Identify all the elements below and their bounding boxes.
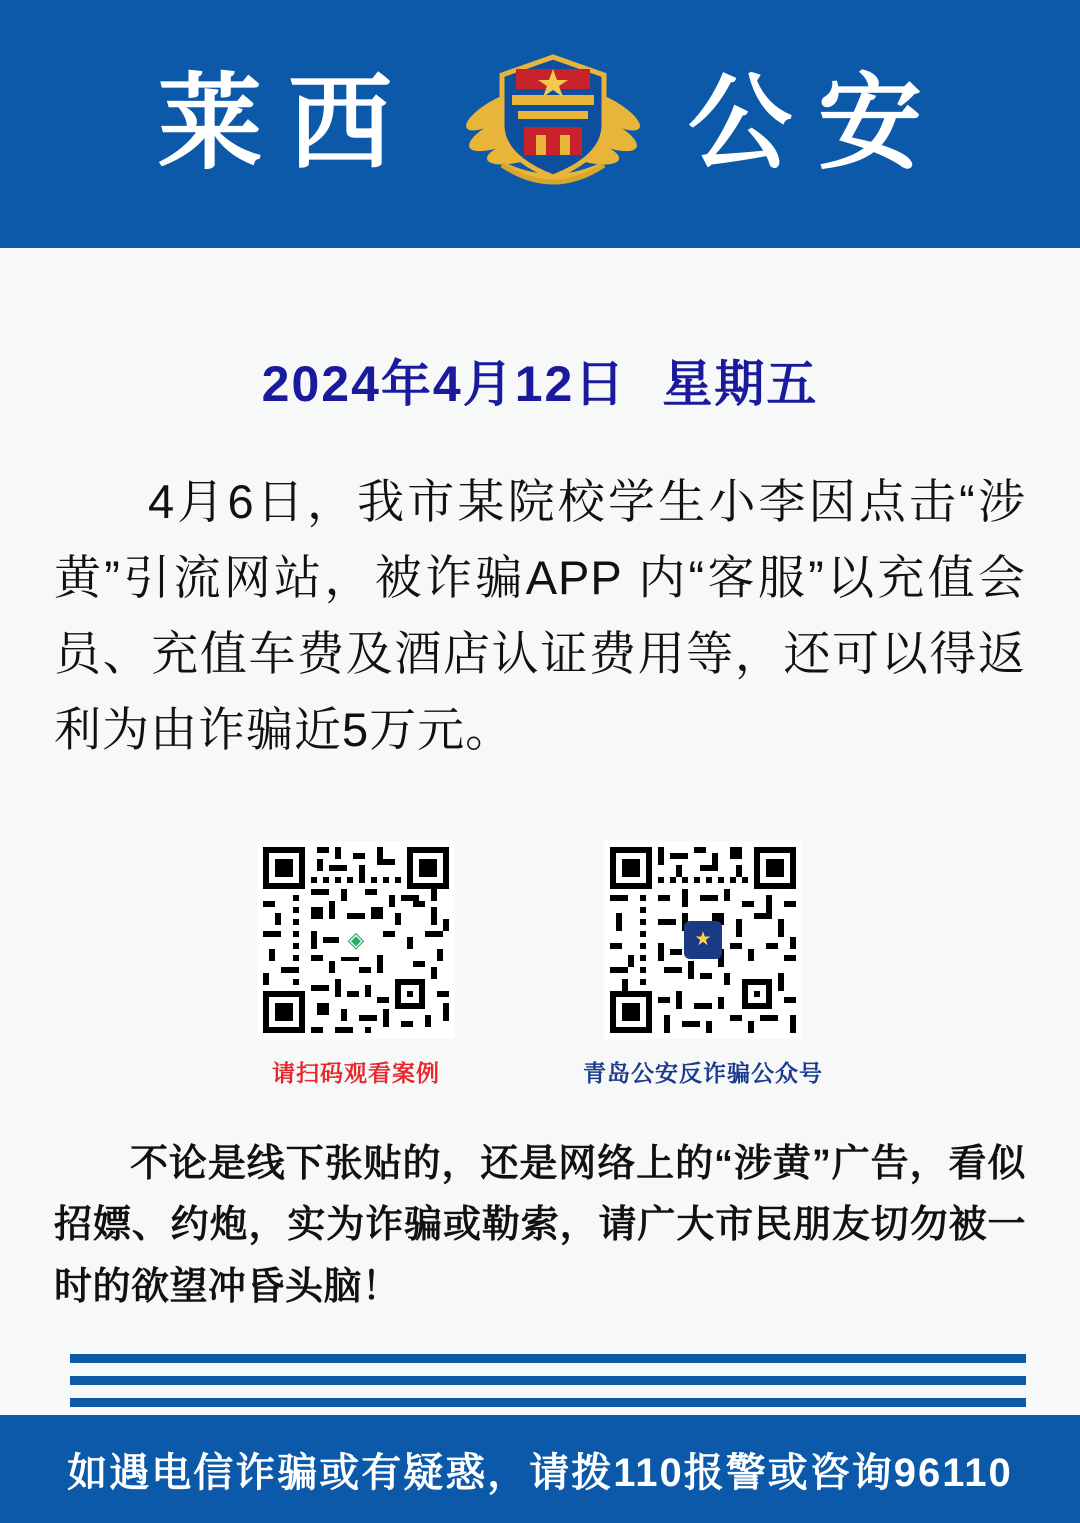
- qr-case-video[interactable]: [257, 841, 455, 1088]
- qr-anti-fraud-account[interactable]: [583, 841, 823, 1088]
- decorative-stripes: [54, 1348, 1026, 1412]
- police-emblem-icon: [458, 39, 648, 209]
- weekday-text: 星期五: [662, 356, 819, 412]
- qr-case-video-image[interactable]: [257, 841, 455, 1039]
- poster-header: [0, 0, 1080, 248]
- date-line: [54, 344, 1026, 416]
- wechat-channels-icon: ◈: [339, 923, 373, 957]
- poster-body: [0, 248, 1080, 1415]
- qr-anti-fraud-caption: 青岛公安反诈骗公众号: [583, 1059, 823, 1086]
- police-badge-icon: ★: [684, 921, 722, 959]
- qr-anti-fraud-image[interactable]: [604, 841, 802, 1039]
- qr-code-row: [54, 841, 1026, 1088]
- header-title-left: 莱西: [157, 66, 418, 182]
- footer-hotline-text: 如遇电信诈骗或有疑惑，请拨110报警或咨询96110: [67, 1450, 1013, 1495]
- header-title-right: 公安: [688, 66, 949, 182]
- date-text: 2024年4月12日: [261, 356, 627, 412]
- case-paragraph: 4月6日，我市某院校学生小李因点击“涉黄”引流网站，被诈骗APP 内“客服”以充值会员、充值车费及酒店认证费用等，还可以得返利为由诈骗近5万元。: [54, 475, 1026, 757]
- warning-paragraph: 不论是线下张贴的，还是网络上的“涉黄”广告，看似招嫖、约炮，实为诈骗或勒索，请广大市民朋友切勿被一时的欲望冲昏头脑！: [54, 1142, 1026, 1308]
- qr-case-video-caption: 请扫码观看案例: [272, 1059, 440, 1086]
- poster-footer: [0, 1415, 1080, 1523]
